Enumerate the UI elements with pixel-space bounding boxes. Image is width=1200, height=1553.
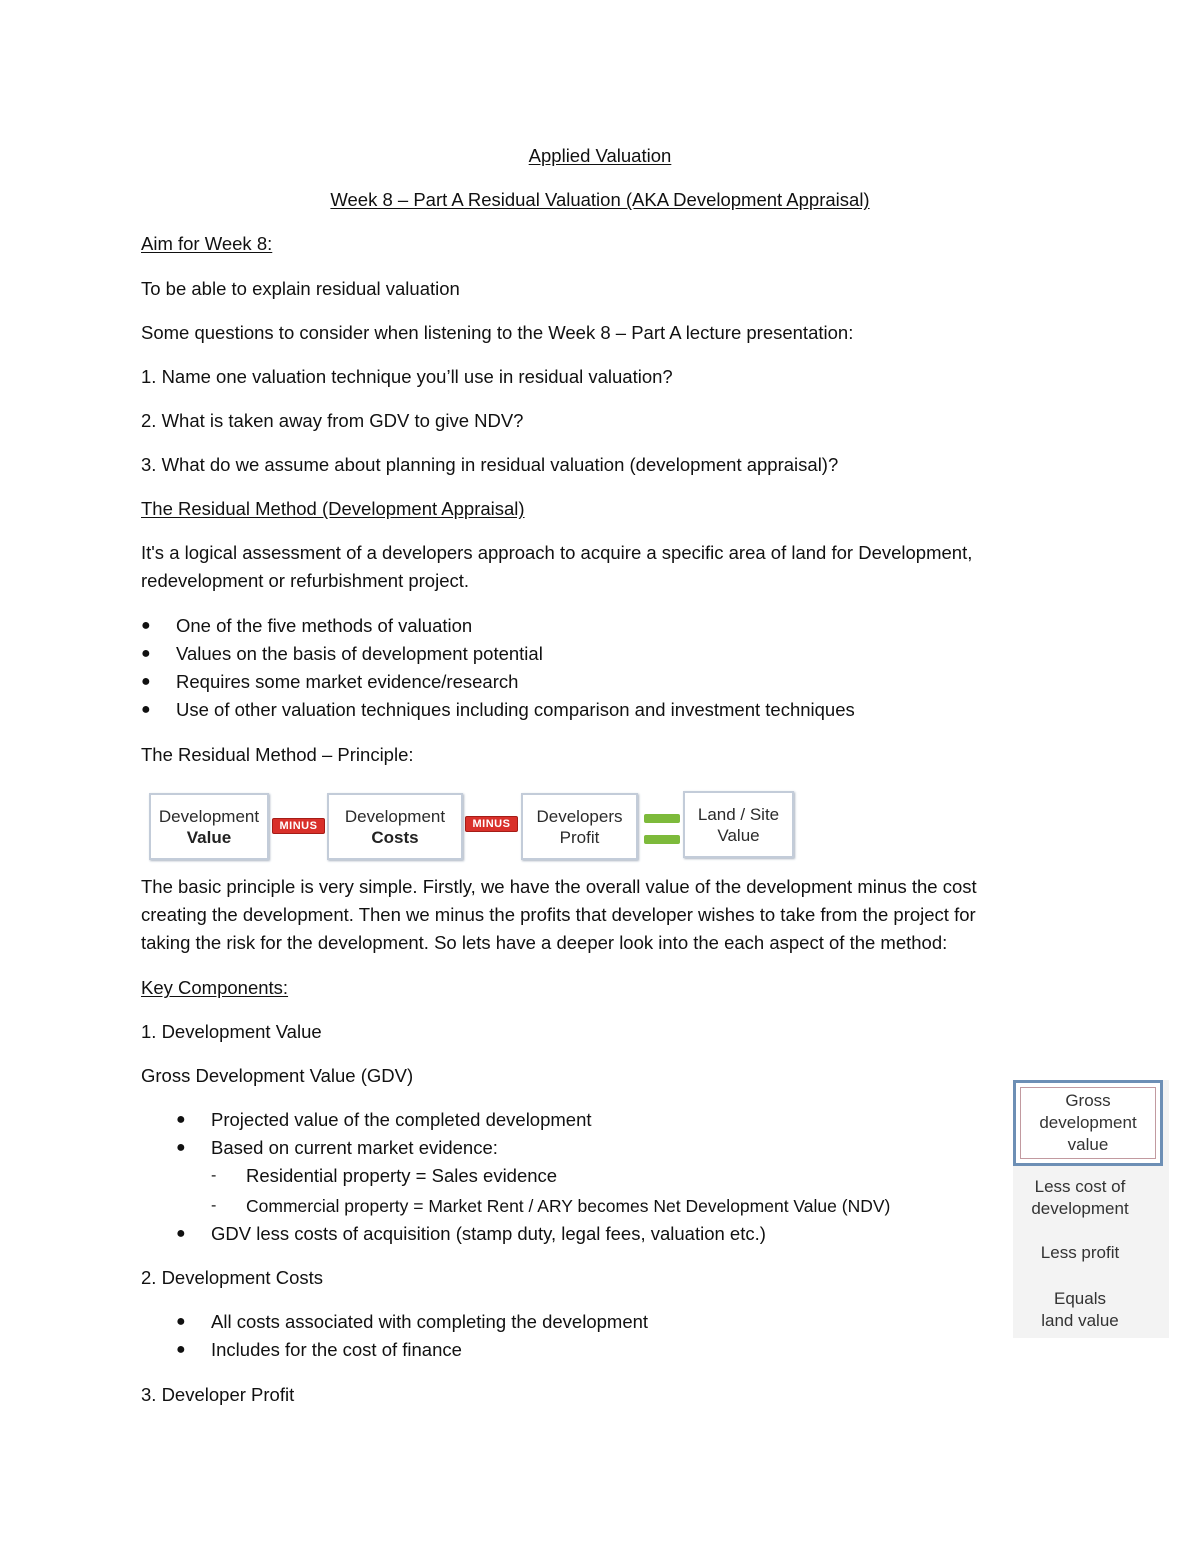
label-line: development xyxy=(1031,1199,1129,1218)
question-item: 1. Name one valuation technique you’ll use in residual valuation? xyxy=(141,366,673,387)
principle-text-line: creating the development. Then we minus the profits that developer wishes to take from the project for xyxy=(141,904,976,925)
principle-text-line: taking the risk for the development. So lets have a deeper look into the each aspect of the method: xyxy=(141,932,948,953)
method-text-line: redevelopment or refurbishment project. xyxy=(141,570,470,591)
land-site-value-box xyxy=(683,791,794,858)
box-label: Value xyxy=(717,825,760,845)
aim-text: To be able to explain residual valuation xyxy=(141,278,460,299)
box-label: Developers xyxy=(536,806,623,826)
label-line: Equals xyxy=(1054,1289,1106,1308)
section-heading: 1. Development Value xyxy=(141,1021,322,1042)
less-cost-label xyxy=(1013,1176,1147,1220)
box-label: development xyxy=(1039,1113,1137,1132)
box-label: Gross xyxy=(1065,1091,1111,1110)
method-heading: The Residual Method (Development Appraisal) xyxy=(141,498,525,519)
aim-heading: Aim for Week 8: xyxy=(141,233,273,254)
bullet-icon: ● xyxy=(141,701,151,718)
equals-icon xyxy=(644,814,680,823)
dash-icon: - xyxy=(211,1197,217,1214)
box-label: Development xyxy=(158,806,260,826)
bullet-icon: ● xyxy=(176,1111,186,1128)
residual-summary-figure xyxy=(1013,1080,1169,1338)
box-label: Profit xyxy=(559,827,600,847)
bullet-icon: ● xyxy=(141,673,151,690)
minus-badge: MINUS xyxy=(465,816,518,832)
minus-badge: MINUS xyxy=(272,818,325,834)
bullet-icon: ● xyxy=(176,1139,186,1156)
section-heading: 3. Developer Profit xyxy=(141,1384,295,1405)
gdv-heading: Gross Development Value (GDV) xyxy=(141,1065,414,1086)
bullet-icon: ● xyxy=(176,1341,186,1358)
box-label: Development xyxy=(344,806,446,826)
bullet-icon: ● xyxy=(141,617,151,634)
questions-intro: Some questions to consider when listening to the Week 8 – Part A lecture presentation: xyxy=(141,322,854,343)
label-line: land value xyxy=(1041,1311,1119,1330)
box-label: Value xyxy=(186,827,232,847)
box-label: Costs xyxy=(371,827,419,847)
principle-heading: The Residual Method – Principle: xyxy=(141,744,414,765)
principle-text-line: The basic principle is very simple. Firstly, we have the overall value of the development minus the cost xyxy=(141,876,977,897)
equals-icon xyxy=(644,835,680,844)
dash-icon: - xyxy=(211,1167,217,1184)
method-text-line: It's a logical assessment of a developers approach to acquire a specific area of land for Development, xyxy=(141,542,973,563)
label-line: Less cost of xyxy=(1034,1177,1126,1196)
document-title: Applied Valuation xyxy=(528,145,672,166)
document-subtitle: Week 8 – Part A Residual Valuation (AKA Development Appraisal) xyxy=(330,189,870,210)
developers-profit-box xyxy=(521,793,638,860)
gross-development-value-box xyxy=(1013,1080,1163,1166)
development-value-box xyxy=(149,793,269,860)
question-item: 2. What is taken away from GDV to give NDV? xyxy=(141,410,524,431)
less-profit-label: Less profit xyxy=(1040,1243,1120,1262)
key-components-heading: Key Components: xyxy=(141,977,289,998)
section-heading: 2. Development Costs xyxy=(141,1267,324,1288)
bullet-icon: ● xyxy=(176,1225,186,1242)
box-label: value xyxy=(1067,1135,1109,1154)
development-costs-box xyxy=(327,793,463,860)
equals-land-value-label xyxy=(1013,1288,1147,1332)
bullet-icon: ● xyxy=(141,645,151,662)
box-label: Land / Site xyxy=(697,804,780,824)
bullet-icon: ● xyxy=(176,1313,186,1330)
question-item: 3. What do we assume about planning in residual valuation (development appraisal)? xyxy=(141,454,839,475)
gross-box-inner xyxy=(1020,1087,1156,1159)
